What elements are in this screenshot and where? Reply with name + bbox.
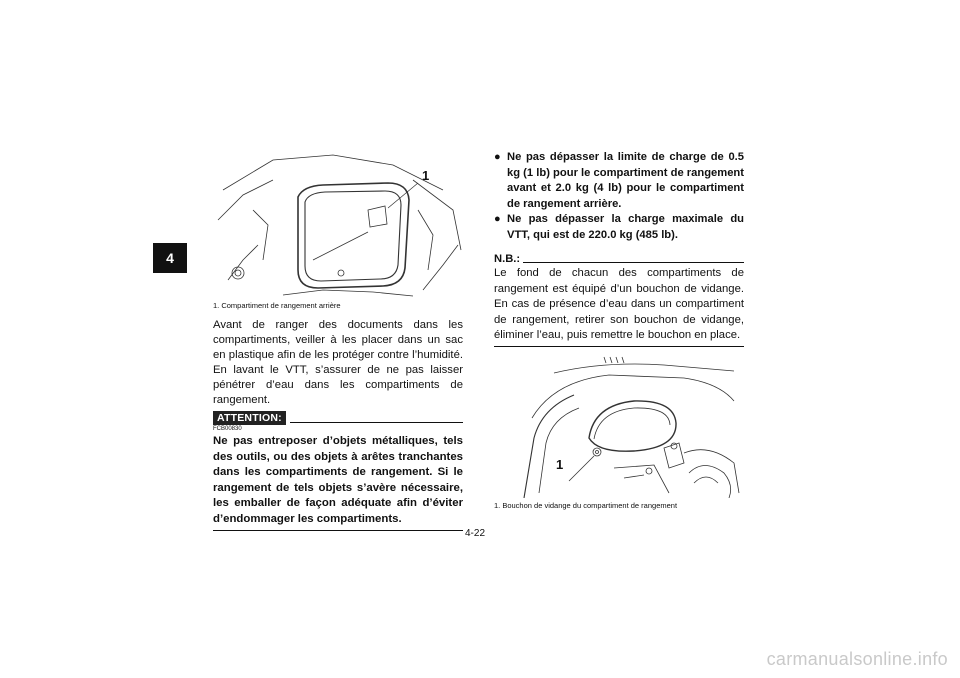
chapter-tab: 4 (153, 243, 187, 273)
note-label: N.B.: (494, 253, 521, 265)
attention-header (213, 408, 463, 425)
bullet-dot-icon: ● (494, 213, 501, 225)
warning-bullets (494, 150, 744, 243)
drain-plug-drawing (494, 353, 744, 498)
note-end-rule (494, 346, 744, 347)
storage-paragraph: Avant de ranger des documents dans les compartiments, veiller à les placer dans un sac en plastique afin de les protéger contre l’humidité. En lavant le VTT, s’assurer de ne pas laisser pénétrer d’eau dans les compartiments de rangement. (213, 319, 463, 406)
bullet-item (494, 212, 744, 243)
figure-callout: 1 (422, 168, 430, 183)
attention-text: Ne pas entreposer d’objets métalliques, tels des outils, ou des objets à arêtes tranchantes dans les compartiments de rangement. Si le rangement de tels objets s’avère nécessaire, les emballer de façon adéquate afin d’éviter d’endommager les compartiments. (213, 435, 463, 525)
figure-callout: 1 (556, 456, 564, 472)
note-rule (523, 262, 744, 263)
attention-rule (290, 422, 463, 423)
watermark: carmanualsonline.info (766, 649, 948, 669)
rear-compartment-illustration (213, 150, 463, 298)
bullet-text: Ne pas dépasser la limite de charge de 0.5 kg (1 lb) pour le compartiment de rangement avant et 2.0 kg (4 lb) pour le compartiment de rangement arrière. (507, 151, 744, 210)
page-number: 4-22 (465, 528, 486, 539)
left-column (213, 150, 463, 531)
bullet-item (494, 150, 744, 212)
note-header (494, 253, 744, 265)
note-text: Le fond de chacun des compartiments de rangement est équipé d’un bouchon de vidange. En cas de présence d’eau dans un compartiment de rangement, retirer son bouchon de vidange, éliminer l’eau, puis remettre le bouchon en place. (494, 267, 744, 341)
right-column (494, 150, 744, 510)
drain-plug-illustration (494, 353, 744, 498)
attention-label: ATTENTION: (213, 411, 286, 425)
reference-code: FCB00830 (213, 426, 242, 432)
bullet-dot-icon: ● (494, 151, 501, 163)
attention-end-rule (213, 530, 463, 531)
bullet-text: Ne pas dépasser la charge maximale du VTT, qui est de 220.0 kg (485 lb). (507, 213, 744, 241)
figure-caption: 1. Bouchon de vidange du compartiment de rangement (494, 500, 678, 510)
figure-caption: 1. Compartiment de rangement arrière (213, 301, 341, 310)
